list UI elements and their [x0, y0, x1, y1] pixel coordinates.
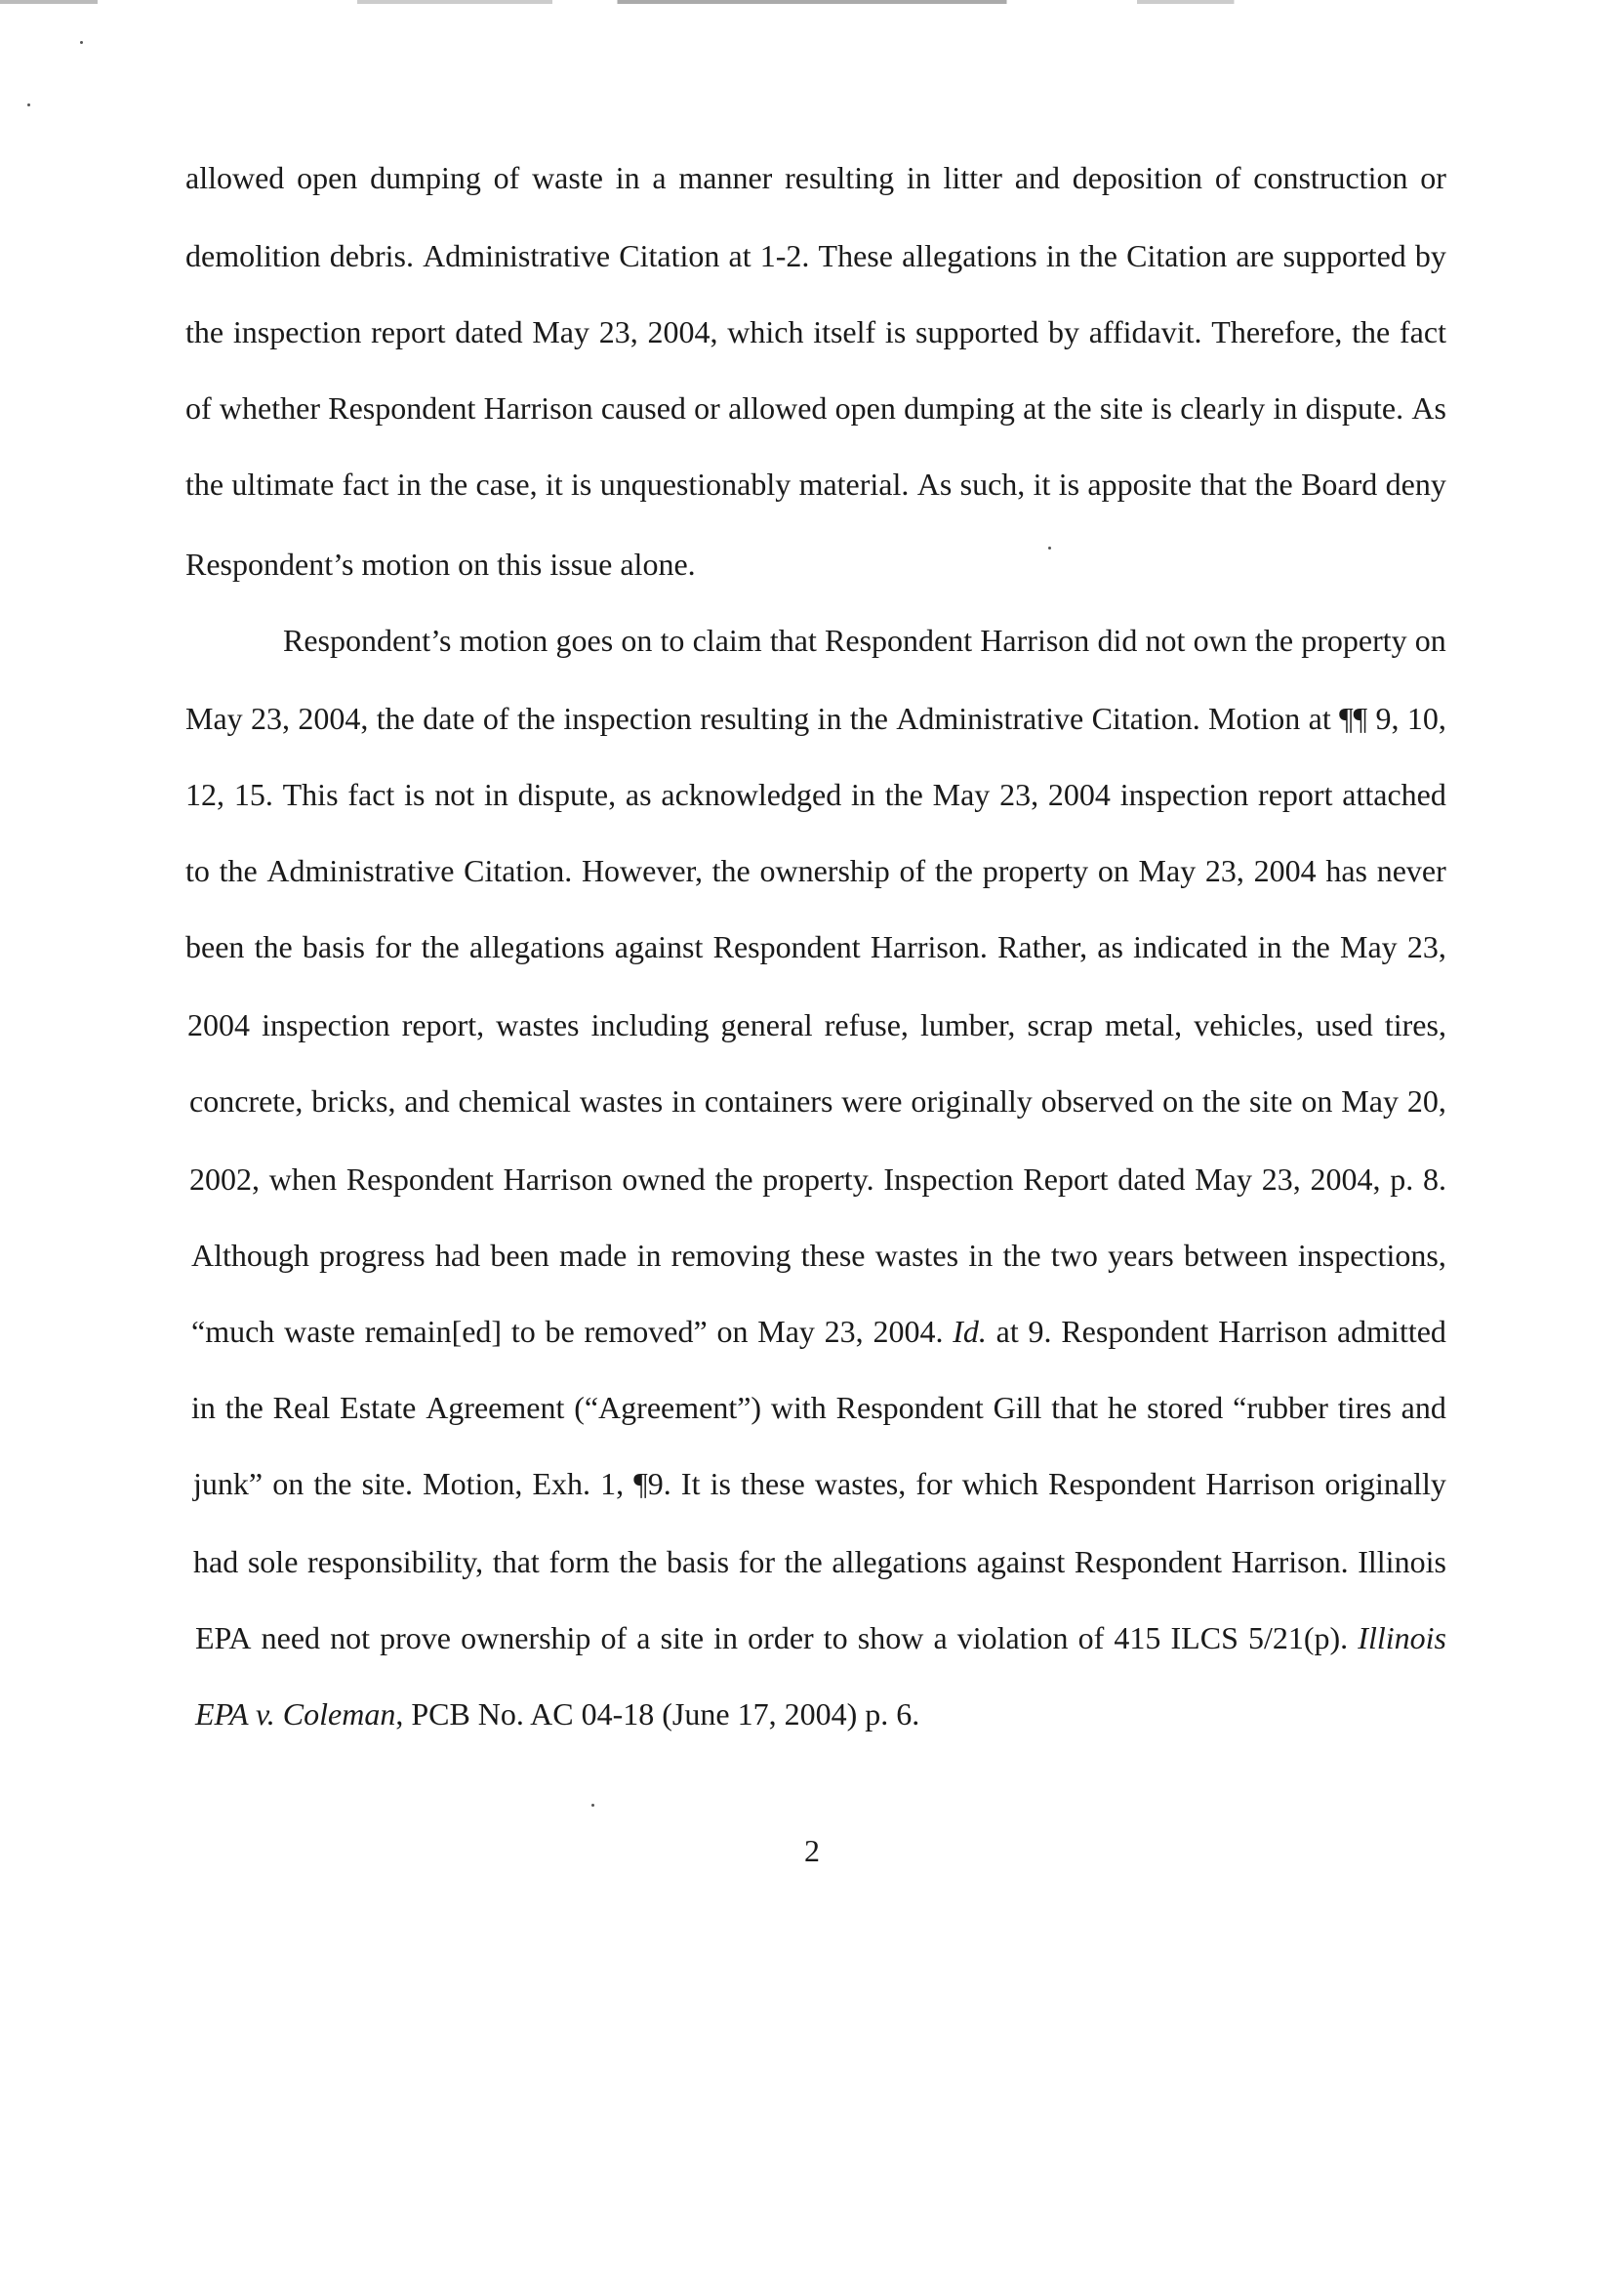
text-line: May 23, 2004, the date of the inspection resulting in the Administrative Citation. Motion at ¶¶ 9, 10, — [185, 701, 1446, 736]
text-line: concrete, bricks, and chemical wastes in containers were originally observed on the site on May 20, — [189, 1083, 1446, 1119]
text-line: the inspection report dated May 23, 2004, which itself is supported by affidavit. Therefore, the fact — [185, 314, 1446, 349]
text-line: the ultimate fact in the case, it is unquestionably material. As such, it is apposite that the Board deny — [185, 467, 1446, 502]
text-line: in the Real Estate Agreement (“Agreement”) with Respondent Gill that he stored “rubber tires and — [191, 1390, 1446, 1425]
text-line: demolition debris. Administrative Citation at 1-2. These allegations in the Citation are supported by — [185, 238, 1446, 273]
scan-speck — [27, 103, 30, 106]
text-line: 12, 15. This fact is not in dispute, as acknowledged in the May 23, 2004 inspection report attached — [185, 777, 1446, 812]
scan-speck — [80, 41, 83, 44]
text-line: had sole responsibility, that form the basis for the allegations against Respondent Harrison. Illinois — [193, 1544, 1446, 1579]
page-number: 2 — [804, 1833, 820, 1868]
text-line: of whether Respondent Harrison caused or allowed open dumping at the site is clearly in dispute. As — [185, 390, 1446, 426]
text-line: 2004 inspection report, wastes including general refuse, lumber, scrap metal, vehicles, used tires, — [187, 1007, 1446, 1042]
scan-speck — [591, 1804, 594, 1807]
text-line: EPA need not prove ownership of a site in order to show a violation of 415 ILCS 5/21(p). Illinois EPA v. Coleman, PCB No. AC 04-18 (June 17, 2004) p. 6. — [195, 1620, 1446, 1732]
text-line: “much waste remain[ed] to be removed” on May 23, 2004. Id. at 9. Respondent Harrison admitted — [191, 1314, 1446, 1349]
text-line: 2002, when Respondent Harrison owned the property. Inspection Report dated May 23, 2004, p. 8. — [189, 1161, 1446, 1197]
text-line: to the Administrative Citation. However, the ownership of the property on May 23, 2004 has never — [185, 853, 1446, 888]
text-line: allowed open dumping of waste in a manner resulting in litter and deposition of construction or — [185, 160, 1446, 195]
scan-edge-rule — [0, 0, 1624, 4]
text-line: been the basis for the allegations against Respondent Harrison. Rather, as indicated in the May 23, — [185, 929, 1446, 964]
text-line: Although progress had been made in removing these wastes in the two years between inspections, — [191, 1238, 1446, 1273]
text-line: Respondent’s motion goes on to claim that Respondent Harrison did not own the property on — [283, 623, 1446, 658]
text-line: Respondent’s motion on this issue alone. — [185, 547, 696, 582]
text-line: junk” on the site. Motion, Exh. 1, ¶9. It is these wastes, for which Respondent Harrison originally — [193, 1466, 1446, 1501]
